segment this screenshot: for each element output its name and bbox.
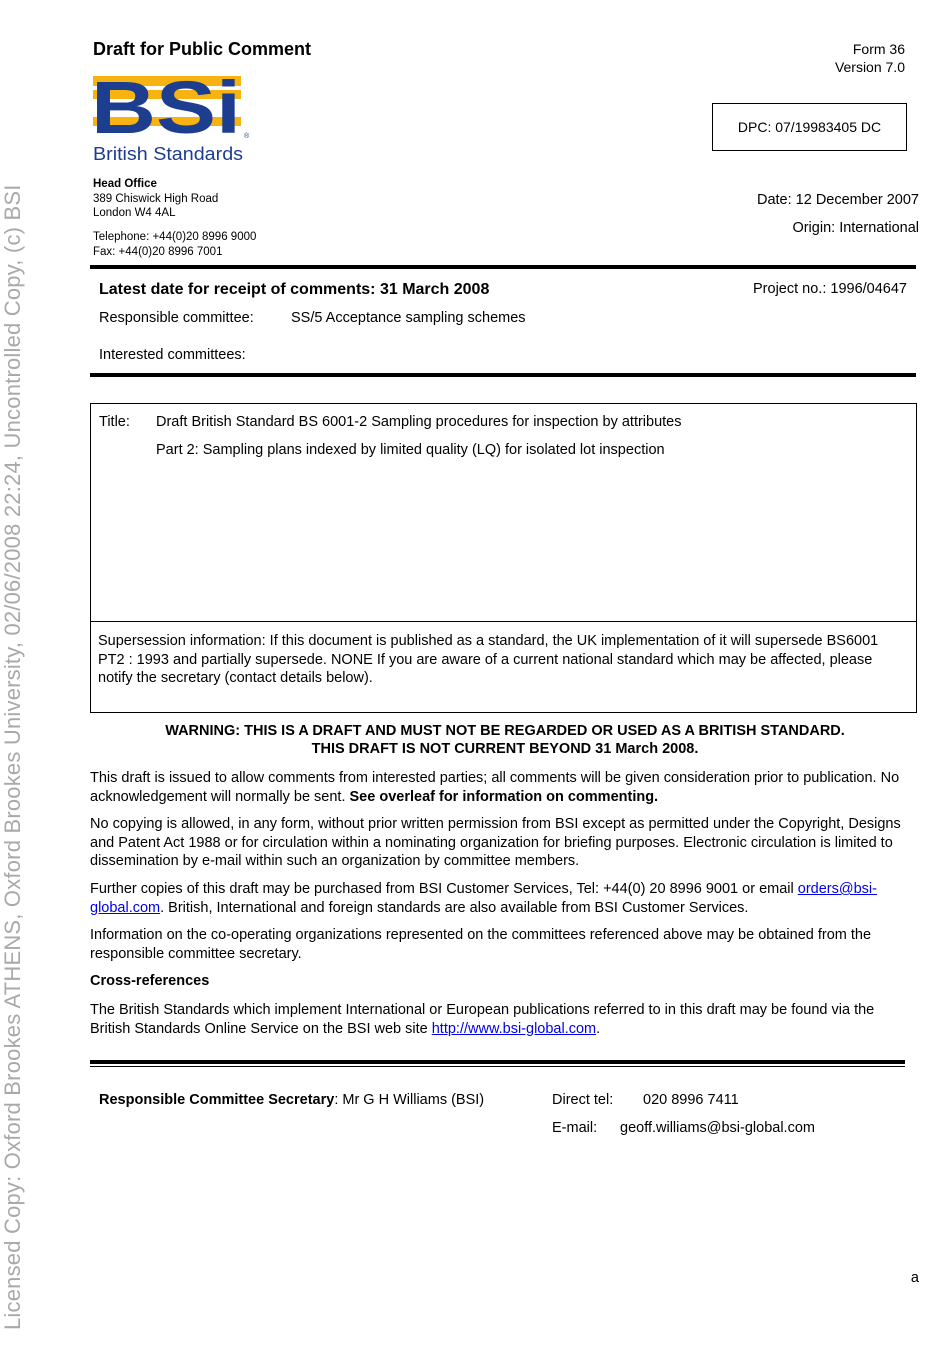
bsi-logo-caption: British Standards (93, 143, 243, 164)
dpc-reference: DPC: 07/19983405 DC (737, 119, 882, 135)
responsible-committee (99, 310, 526, 326)
warning-line-1: WARNING: THIS IS A DRAFT AND MUST NOT BE REGARDED OR USED AS A BRITISH STANDARD. (165, 723, 845, 739)
paragraph-comments (90, 769, 915, 806)
dpc-reference-box (712, 103, 907, 151)
warning-line-2: THIS DRAFT IS NOT CURRENT BEYOND 31 March 2008. (311, 741, 699, 757)
title-label: Title: (99, 414, 130, 430)
page-marker: a (910, 1270, 919, 1286)
title-box (90, 403, 917, 622)
paragraph-purchase-post: . British, International and foreign standards are also available from BSI Customer Services. (160, 899, 749, 916)
draft-warning (90, 722, 920, 758)
draft-title: Draft for Public Comment (93, 39, 312, 59)
project-number: Project no.: 1996/04647 (753, 281, 907, 297)
copyright-watermark: Licensed Copy: Oxford Brookes ATHENS, Oxford Brookes University, 02/06/2008 22:24, Uncontrolled Copy, (c) BSI (0, 184, 25, 1330)
registered-mark: ® (244, 133, 250, 140)
bsi-logo-mark (93, 72, 250, 149)
address-line-1: 389 Chiswick High Road (93, 192, 219, 205)
direct-tel-label: Direct tel: (552, 1092, 614, 1108)
responsible-committee-value: SS/5 Acceptance sampling schemes (291, 310, 526, 326)
head-office-address (93, 177, 218, 221)
document-date: Date: 12 December 2007 (756, 192, 919, 208)
form-info (835, 40, 905, 76)
paragraph-purchase-pre: Further copies of this draft may be purchased from BSI Customer Services, Tel: +44(0) 20 8996 9001 or email (90, 881, 798, 897)
head-office-contact (93, 230, 256, 260)
document-title-line-2: Part 2: Sampling plans indexed by limited quality (LQ) for isolated lot inspection (156, 442, 665, 458)
paragraph-comments-text: This draft is issued to allow comments from interested parties; all comments will be given consideration prior to publication. No acknowledgement will normally be sent. (90, 770, 900, 805)
paragraph-cross-pre: The British Standards which implement International or European publications referred to in this draft may be found via the British Standards Online Service on the BSI web site (90, 1002, 875, 1037)
comments-deadline: Latest date for receipt of comments: 31 March 2008 (99, 281, 490, 298)
telephone: Telephone: +44(0)20 8996 9000 (93, 231, 257, 243)
bsi-website-link[interactable]: http://www.bsi-global.com (431, 1020, 597, 1037)
paragraph-cross-post: . (596, 1020, 601, 1037)
divider-top (90, 265, 916, 269)
secretary-email (552, 1120, 815, 1136)
document-title-line-1: Draft British Standard BS 6001-2 Sampling procedures for inspection by attributes (156, 414, 682, 430)
committee-secretary-label: Responsible Committee Secretary (99, 1092, 335, 1108)
paragraph-comments-bold: See overleaf for information on commenting. (349, 788, 659, 805)
form-version: Version 7.0 (834, 59, 905, 75)
interested-committees-label: Interested committees: (99, 347, 246, 363)
direct-tel-value: 020 8996 7411 (643, 1092, 739, 1108)
committee-secretary-name: : Mr G H Williams (BSI) (334, 1092, 485, 1108)
divider-bottom (90, 1060, 905, 1067)
bsi-logo-letters: BSi (93, 72, 241, 149)
form-number: Form 36 (852, 41, 905, 57)
bsi-logo (93, 72, 253, 169)
fax: Fax: +44(0)20 8996 7001 (93, 246, 223, 258)
committee-secretary (99, 1092, 484, 1108)
divider-middle (90, 373, 916, 377)
paragraph-copying: No copying is allowed, in any form, without prior written permission from BSI except as permitted under the Copyright, Designs and Patent Act 1988 or for circulation within a nominating organization for briefing purposes. Electronic circulation is limited to dissemination by e-mail within such an organization by committee members. (90, 816, 901, 869)
paragraph-purchase (90, 880, 915, 917)
document-origin: Origin: International (792, 220, 919, 236)
paragraph-cooperating: Information on the co-operating organizations represented on the committees referenced above may be obtained from the responsible committee secretary. (90, 927, 872, 962)
email-value: geoff.williams@bsi-global.com (620, 1120, 815, 1136)
supersession-information: Supersession information: If this document is published as a standard, the UK implementation of it will supersede BS6001 PT2 : 1993 and partially supersede. NONE If you are aware of a current national standard which may be affected, please notify the secretary (contact details below). (98, 633, 879, 686)
head-office-heading: Head Office (93, 178, 157, 190)
responsible-committee-label: Responsible committee: (99, 310, 254, 326)
secretary-direct-tel (552, 1092, 739, 1108)
address-line-2: London W4 4AL (93, 207, 176, 219)
cross-references-heading: Cross-references (90, 973, 210, 989)
paragraph-cross-references (90, 1001, 915, 1038)
email-label: E-mail: (552, 1120, 598, 1136)
orders-email-link[interactable]: orders@bsi-global.com (90, 881, 877, 916)
